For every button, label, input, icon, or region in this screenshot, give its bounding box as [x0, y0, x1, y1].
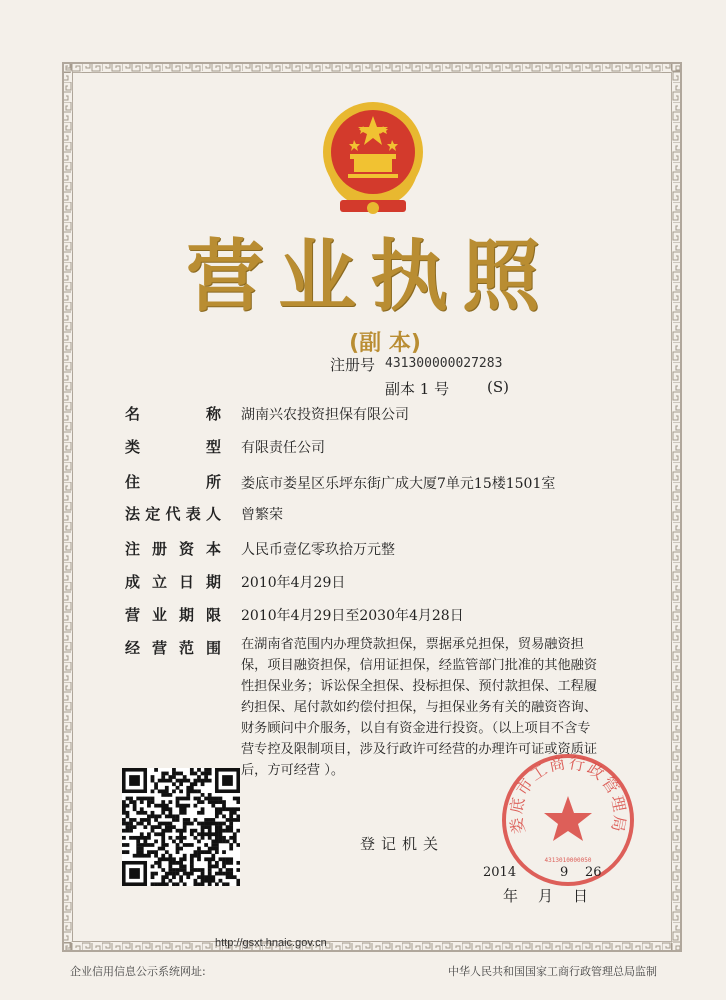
scope-line: 性担保业务；诉讼保全担保、投标担保、预付款担保、工程履 [241, 679, 598, 694]
issuer-label: 登记机关 [360, 835, 445, 853]
website-url: http://gsxt.hnaic.gov.cn [215, 937, 327, 949]
field-label-address: 住 所 [125, 473, 221, 491]
issue-day: 26 [585, 865, 602, 880]
scope-line: 约担保、尾付款如约偿付担保，与担保业务有关的融资咨询、 [241, 700, 598, 715]
field-value-address: 娄底市娄星区乐坪东街广成大厦7单元15楼1501室 [241, 476, 556, 492]
field-label-term: 营 业 期 限 [125, 606, 221, 624]
document-title: 营业执照 [185, 232, 554, 322]
scope-line: 营专控及限制项目，涉及行政许可经营的办理许可证或资质证 [241, 742, 598, 757]
issue-year: 2014 [483, 865, 517, 880]
qr-code [122, 768, 240, 886]
field-label-established: 成 立 日 期 [125, 573, 221, 591]
seal-text: 娄底市工商行政管理局 [506, 752, 630, 836]
field-value-term: 2010年4月29日至2030年4月28日 [241, 608, 464, 624]
seal-digits: 4313010000050 [544, 857, 592, 864]
date-units: 年月日 [503, 887, 609, 905]
field-value-name: 湖南兴农投资担保有限公司 [241, 407, 409, 423]
copy-number: 副本 1 号 [385, 380, 450, 398]
footer-left: 企业信用信息公示系统网址: [70, 965, 206, 978]
scope-line: 保，项目融资担保，信用证担保，经监管部门批准的其他融资 [241, 658, 598, 673]
registration-label: 注册号 [330, 356, 376, 374]
field-label-capital: 注 册 资 本 [125, 540, 221, 558]
document-subtitle: (副 本) [349, 331, 421, 356]
footer-right: 中华人民共和国国家工商行政管理总局监制 [448, 965, 657, 978]
field-value-legal-rep: 曾繁荣 [241, 507, 283, 523]
field-label-legal-rep: 法 定 代 表 人 [125, 505, 221, 523]
issue-month: 9 [560, 865, 569, 880]
copy-suffix: (S) [487, 378, 509, 396]
field-value-established: 2010年4月29日 [241, 575, 346, 591]
field-label-name: 名 称 [125, 405, 221, 423]
national-emblem-icon [318, 96, 428, 221]
registration-number: 431300000027283 [385, 356, 503, 371]
scope-line: 后，方可经营 ）。 [241, 763, 345, 778]
field-value-type: 有限责任公司 [241, 440, 325, 456]
field-label-scope: 经 营 范 围 [125, 639, 221, 657]
field-label-type: 类 型 [125, 438, 221, 456]
qr-code-icon [122, 768, 240, 886]
scope-line: 在湖南省范围内办理贷款担保，票据承兑担保，贸易融资担 [241, 637, 584, 652]
field-value-capital: 人民币壹亿零玖拾万元整 [241, 542, 395, 558]
scope-line: 财务顾问中介服务，以自有资金进行投资。（以上项目不含专 [241, 721, 591, 736]
